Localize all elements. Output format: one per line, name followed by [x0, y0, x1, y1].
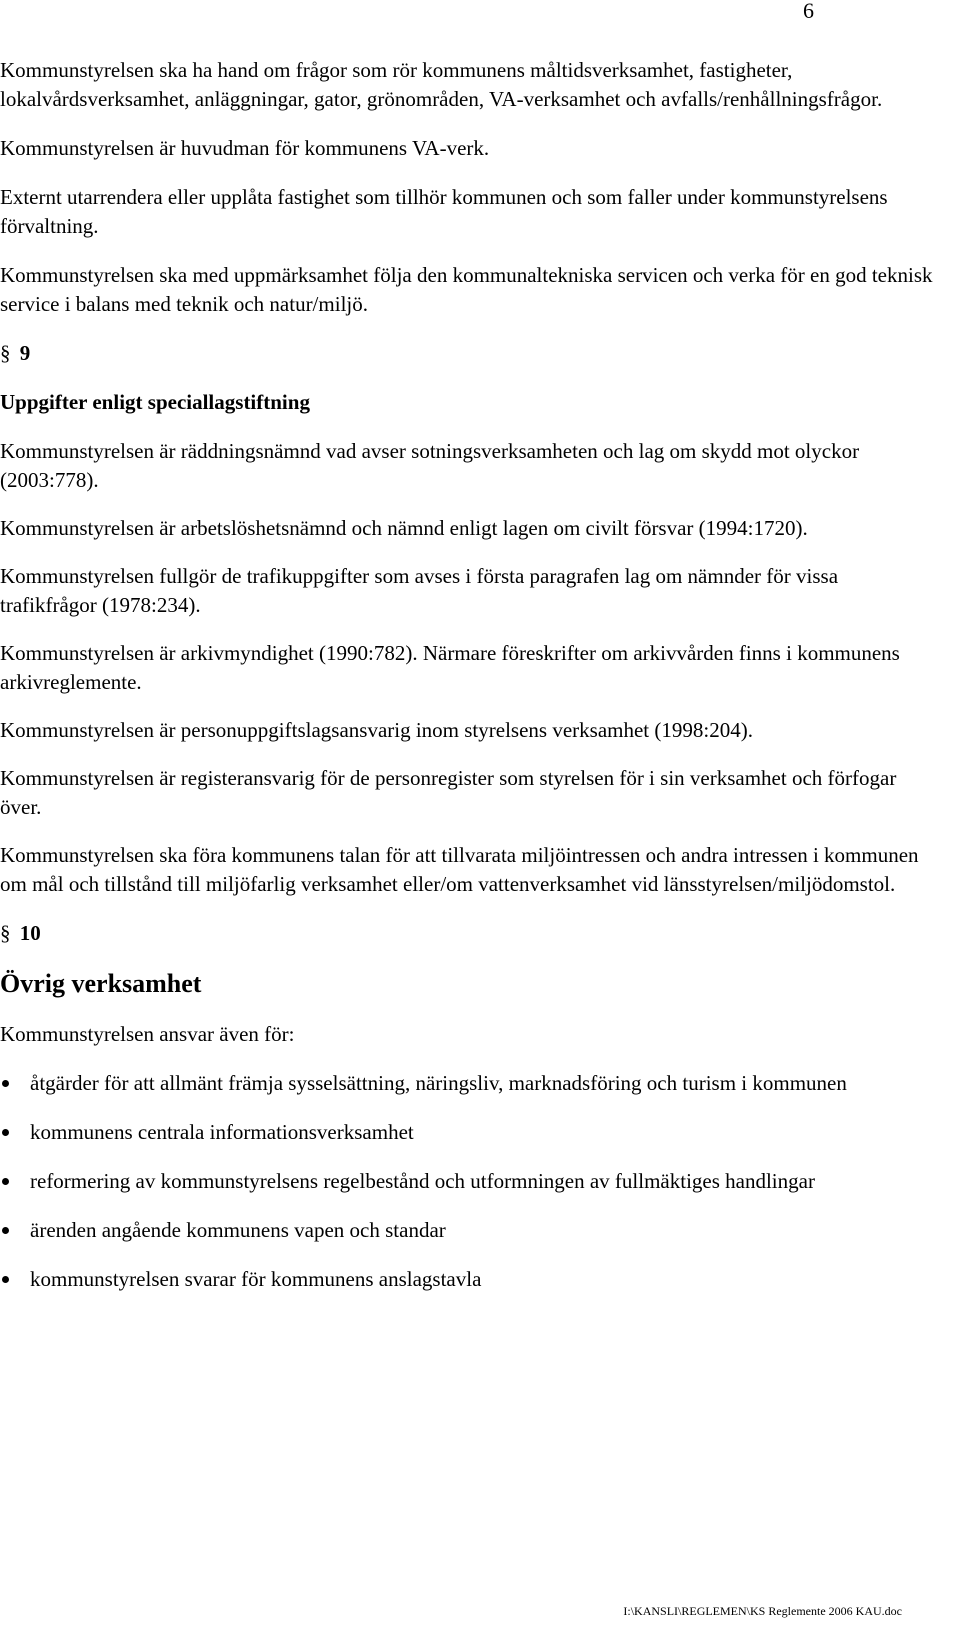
section-10-heading: Övrig verksamhet [0, 969, 202, 998]
section-10-intro: Kommunstyrelsen ansvar även för: [0, 1022, 295, 1046]
list-item [0, 1265, 940, 1294]
section-9-paragraph: Kommunstyrelsen är registeransvarig för de personregister som styrelsen för i sin verksamhet och förfogar över. [0, 766, 897, 819]
paragraph-intro-4: Kommunstyrelsen ska med uppmärksamhet följa den kommunaltekniska servicen och verka för en god teknisk service i balans med teknik och natur/miljö. [0, 263, 933, 316]
section-9-paragraph: Kommunstyrelsen är personuppgiftslagsansvarig inom styrelsens verksamhet (1998:204). [0, 718, 753, 742]
section-symbol: § [0, 341, 11, 365]
section-9-paragraph: Kommunstyrelsen är räddningsnämnd vad avser sotningsverksamheten och lag om skydd mot olyckor (2003:778). [0, 439, 860, 492]
document-body [0, 56, 940, 1294]
paragraph-intro-1: Kommunstyrelsen ska ha hand om frågor som rör kommunens måltidsverksamhet, fastigheter, lokalvårdsverksamhet, anläggningar, gator, grönområden, VA-verksamhet och avfalls/renhållningsfrågor. [0, 58, 883, 111]
list-item [0, 1216, 940, 1245]
list-item-text: ärenden angående kommunens vapen och standar [30, 1218, 446, 1242]
list-item-text: kommunstyrelsen svarar för kommunens anslagstavla [30, 1267, 482, 1291]
section-9-paragraph: Kommunstyrelsen är arbetslöshetsnämnd och nämnd enligt lagen om civilt försvar (1994:1720). [0, 516, 808, 540]
list-item [0, 1167, 940, 1196]
section-9-heading: Uppgifter enligt speciallagstiftning [0, 390, 310, 414]
paragraph-intro-2: Kommunstyrelsen är huvudman för kommunens VA-verk. [0, 136, 490, 160]
section-symbol: § [0, 921, 11, 945]
section-10-number [0, 919, 940, 948]
section-9-paragraph: Kommunstyrelsen är arkivmyndighet (1990:782). Närmare föreskrifter om arkivvården finns i kommunens arkivreglemente. [0, 641, 900, 694]
list-item-text: åtgärder för att allmänt främja sysselsättning, näringsliv, marknadsföring och turism i kommunen [30, 1071, 847, 1095]
section-9-number [0, 339, 940, 368]
bullet-icon [2, 1080, 9, 1087]
bullet-icon [2, 1178, 9, 1185]
section-number: 9 [19, 341, 31, 365]
footer-file-path: I:\KANSLI\REGLEMEN\KS Reglemente 2006 KAU.doc [623, 1604, 902, 1618]
list-item [0, 1118, 940, 1147]
list-item [0, 1069, 940, 1098]
bullet-icon [2, 1276, 9, 1283]
section-number: 10 [19, 921, 41, 945]
responsibility-list [0, 1069, 940, 1294]
page-number: 6 [803, 0, 814, 23]
list-item-text: reformering av kommunstyrelsens regelbestånd och utformningen av fullmäktiges handlingar [30, 1169, 815, 1193]
paragraph-intro-3: Externt utarrendera eller upplåta fastighet som tillhör kommunen och som faller under kommunstyrelsens förvaltning. [0, 185, 888, 238]
section-9-paragraph: Kommunstyrelsen ska föra kommunens talan för att tillvarata miljöintressen och andra intressen i kommunen om mål och tillstånd till miljöfarlig verksamhet eller/om vattenverksamhet vid länsstyrelsen/miljödomstol. [0, 843, 919, 896]
list-item-text: kommunens centrala informationsverksamhet [30, 1120, 414, 1144]
bullet-icon [2, 1129, 9, 1136]
section-9-paragraph: Kommunstyrelsen fullgör de trafikuppgifter som avses i första paragrafen lag om nämnder för vissa trafikfrågor (1978:234). [0, 564, 839, 617]
bullet-icon [2, 1227, 9, 1234]
